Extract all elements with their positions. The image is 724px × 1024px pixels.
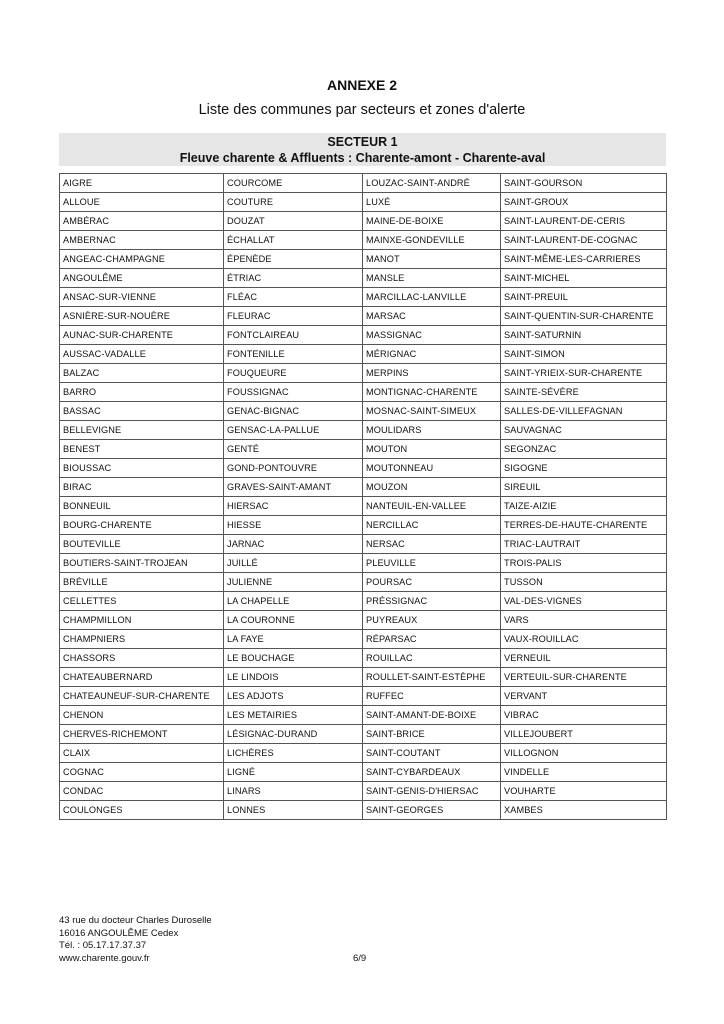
commune-cell: MARCILLAC-LANVILLE bbox=[363, 288, 501, 307]
commune-cell: BELLEVIGNE bbox=[60, 421, 224, 440]
commune-cell: LÉSIGNAC-DURAND bbox=[224, 725, 363, 744]
table-row bbox=[60, 649, 667, 668]
page-subtitle: Liste des communes par secteurs et zones d'alerte bbox=[198, 102, 526, 118]
commune-cell: ANGOULÊME bbox=[60, 269, 224, 288]
commune-cell: SAINT-GEORGES bbox=[363, 801, 501, 820]
commune-cell: AIGRE bbox=[60, 174, 224, 193]
page-number: 6/9 bbox=[353, 953, 367, 964]
commune-cell: CLAIX bbox=[60, 744, 224, 763]
table-row bbox=[60, 554, 667, 573]
commune-cell: SAINT-YRIEIX-SUR-CHARENTE bbox=[501, 364, 667, 383]
footer-website[interactable]: www.charente.gouv.fr bbox=[59, 952, 150, 964]
table-row bbox=[60, 421, 667, 440]
commune-cell: BIOUSSAC bbox=[60, 459, 224, 478]
table-row bbox=[60, 516, 667, 535]
commune-cell: BOUTEVILLE bbox=[60, 535, 224, 554]
commune-cell: COUTURE bbox=[224, 193, 363, 212]
commune-cell: ÉTRIAC bbox=[224, 269, 363, 288]
table-row bbox=[60, 535, 667, 554]
commune-cell: VERTEUIL-SUR-CHARENTE bbox=[501, 668, 667, 687]
commune-cell: HIESSE bbox=[224, 516, 363, 535]
footer-address bbox=[59, 915, 212, 965]
table-row bbox=[60, 326, 667, 345]
commune-cell: LICHÈRES bbox=[224, 744, 363, 763]
table-row bbox=[60, 250, 667, 269]
commune-cell: FONTCLAIREAU bbox=[224, 326, 363, 345]
commune-cell: PLEUVILLE bbox=[363, 554, 501, 573]
commune-cell: ALLOUE bbox=[60, 193, 224, 212]
commune-cell: GOND-PONTOUVRE bbox=[224, 459, 363, 478]
commune-cell: ANSAC-SUR-VIENNE bbox=[60, 288, 224, 307]
commune-cell: VINDELLE bbox=[501, 763, 667, 782]
commune-cell: TRIAC-LAUTRAIT bbox=[501, 535, 667, 554]
commune-cell: SAINT-CYBARDEAUX bbox=[363, 763, 501, 782]
commune-cell: LINARS bbox=[224, 782, 363, 801]
commune-cell: SAINT-PREUIL bbox=[501, 288, 667, 307]
table-row bbox=[60, 307, 667, 326]
commune-cell: MAINE-DE-BOIXE bbox=[363, 212, 501, 231]
commune-cell: BENEST bbox=[60, 440, 224, 459]
commune-cell: LOUZAC-SAINT-ANDRÉ bbox=[363, 174, 501, 193]
commune-cell: VOUHARTE bbox=[501, 782, 667, 801]
commune-cell: CHERVES-RICHEMONT bbox=[60, 725, 224, 744]
commune-cell: PRÉSSIGNAC bbox=[363, 592, 501, 611]
commune-cell: MOUTONNEAU bbox=[363, 459, 501, 478]
table-row bbox=[60, 725, 667, 744]
commune-cell: FLÉAC bbox=[224, 288, 363, 307]
commune-cell: MOSNAC-SAINT-SIMEUX bbox=[363, 402, 501, 421]
commune-cell: VERVANT bbox=[501, 687, 667, 706]
commune-cell: LA COURONNE bbox=[224, 611, 363, 630]
table-row bbox=[60, 744, 667, 763]
commune-cell: SIGOGNE bbox=[501, 459, 667, 478]
commune-cell: NERCILLAC bbox=[363, 516, 501, 535]
page-title: ANNEXE 2 bbox=[326, 77, 398, 93]
table-row bbox=[60, 592, 667, 611]
commune-cell: DOUZAT bbox=[224, 212, 363, 231]
commune-cell: LIGNÉ bbox=[224, 763, 363, 782]
commune-cell: MONTIGNAC-CHARENTE bbox=[363, 383, 501, 402]
commune-cell: BIRAC bbox=[60, 478, 224, 497]
commune-cell: LUXÉ bbox=[363, 193, 501, 212]
table-row bbox=[60, 573, 667, 592]
commune-cell: MERPINS bbox=[363, 364, 501, 383]
commune-cell: SAINT-SATURNIN bbox=[501, 326, 667, 345]
commune-cell: SAINT-MICHEL bbox=[501, 269, 667, 288]
commune-cell: BOURG-CHARENTE bbox=[60, 516, 224, 535]
commune-cell: CELLETTES bbox=[60, 592, 224, 611]
commune-cell: AMBERNAC bbox=[60, 231, 224, 250]
table-row bbox=[60, 801, 667, 820]
commune-cell: AUNAC-SUR-CHARENTE bbox=[60, 326, 224, 345]
commune-cell: JARNAC bbox=[224, 535, 363, 554]
table-row bbox=[60, 193, 667, 212]
commune-cell: BARRO bbox=[60, 383, 224, 402]
commune-cell: VAL-DES-VIGNES bbox=[501, 592, 667, 611]
commune-cell: VERNEUIL bbox=[501, 649, 667, 668]
table-row bbox=[60, 782, 667, 801]
table-row bbox=[60, 687, 667, 706]
commune-cell: SAINT-COUTANT bbox=[363, 744, 501, 763]
commune-cell: CHATEAUNEUF-SUR-CHARENTE bbox=[60, 687, 224, 706]
sector-banner bbox=[59, 133, 666, 166]
commune-cell: SAINT-LAURENT-DE-COGNAC bbox=[501, 231, 667, 250]
commune-cell: GENSAC-LA-PALLUE bbox=[224, 421, 363, 440]
commune-cell: VAUX-ROUILLAC bbox=[501, 630, 667, 649]
table-row bbox=[60, 269, 667, 288]
commune-cell: SAINTE-SÉVÈRE bbox=[501, 383, 667, 402]
commune-cell: BASSAC bbox=[60, 402, 224, 421]
commune-cell: RUFFEC bbox=[363, 687, 501, 706]
commune-cell: MASSIGNAC bbox=[363, 326, 501, 345]
commune-cell: SAINT-GROUX bbox=[501, 193, 667, 212]
commune-cell: TROIS-PALIS bbox=[501, 554, 667, 573]
commune-cell: LES METAIRIES bbox=[224, 706, 363, 725]
commune-cell: LE LINDOIS bbox=[224, 668, 363, 687]
commune-cell: CHAMPMILLON bbox=[60, 611, 224, 630]
commune-cell: HIERSAC bbox=[224, 497, 363, 516]
commune-cell: ÉCHALLAT bbox=[224, 231, 363, 250]
commune-cell: MAINXE-GONDEVILLE bbox=[363, 231, 501, 250]
commune-cell: MÉRIGNAC bbox=[363, 345, 501, 364]
commune-cell: LONNES bbox=[224, 801, 363, 820]
commune-cell: SAINT-MÊME-LES-CARRIERES bbox=[501, 250, 667, 269]
table-row bbox=[60, 231, 667, 250]
table-row bbox=[60, 668, 667, 687]
commune-cell: MARSAC bbox=[363, 307, 501, 326]
commune-cell: SAINT-AMANT-DE-BOIXE bbox=[363, 706, 501, 725]
commune-cell: BONNEUIL bbox=[60, 497, 224, 516]
commune-cell: MOUTON bbox=[363, 440, 501, 459]
commune-cell: SAINT-GOURSON bbox=[501, 174, 667, 193]
table-row bbox=[60, 440, 667, 459]
commune-cell: AMBÉRAC bbox=[60, 212, 224, 231]
commune-cell: VILLOGNON bbox=[501, 744, 667, 763]
commune-cell: ROUILLAC bbox=[363, 649, 501, 668]
table-row bbox=[60, 459, 667, 478]
table-row bbox=[60, 478, 667, 497]
table-row bbox=[60, 288, 667, 307]
commune-cell: CONDAC bbox=[60, 782, 224, 801]
commune-cell: VILLEJOUBERT bbox=[501, 725, 667, 744]
communes-table bbox=[59, 173, 667, 820]
commune-cell: BOUTIERS-SAINT-TROJEAN bbox=[60, 554, 224, 573]
commune-cell: BRÉVILLE bbox=[60, 573, 224, 592]
commune-cell: AUSSAC-VADALLE bbox=[60, 345, 224, 364]
commune-cell: JUILLÉ bbox=[224, 554, 363, 573]
commune-cell: SAINT-LAURENT-DE-CERIS bbox=[501, 212, 667, 231]
commune-cell: SIREUIL bbox=[501, 478, 667, 497]
commune-cell: CHATEAUBERNARD bbox=[60, 668, 224, 687]
commune-cell: SALLES-DE-VILLEFAGNAN bbox=[501, 402, 667, 421]
commune-cell: FOUSSIGNAC bbox=[224, 383, 363, 402]
commune-cell: SAINT-GENIS-D'HIERSAC bbox=[363, 782, 501, 801]
commune-cell: SAUVAGNAC bbox=[501, 421, 667, 440]
footer-street: 43 rue du docteur Charles Duroselle bbox=[59, 915, 212, 926]
commune-cell: SAINT-BRICE bbox=[363, 725, 501, 744]
commune-cell: XAMBES bbox=[501, 801, 667, 820]
commune-cell: FOUQUEURE bbox=[224, 364, 363, 383]
commune-cell: PUYREAUX bbox=[363, 611, 501, 630]
commune-cell: GENAC-BIGNAC bbox=[224, 402, 363, 421]
table-row bbox=[60, 345, 667, 364]
commune-cell: TAIZE-AIZIE bbox=[501, 497, 667, 516]
commune-cell: LA CHAPELLE bbox=[224, 592, 363, 611]
table-row bbox=[60, 402, 667, 421]
commune-cell: COULONGES bbox=[60, 801, 224, 820]
commune-cell: BALZAC bbox=[60, 364, 224, 383]
footer-phone: Tél. : 05.17.17.37.37 bbox=[59, 940, 147, 951]
commune-cell: LES ADJOTS bbox=[224, 687, 363, 706]
table-row bbox=[60, 763, 667, 782]
commune-cell: FLEURAC bbox=[224, 307, 363, 326]
commune-cell: SEGONZAC bbox=[501, 440, 667, 459]
table-row bbox=[60, 706, 667, 725]
table-row bbox=[60, 174, 667, 193]
commune-cell: FONTENILLE bbox=[224, 345, 363, 364]
table-row bbox=[60, 364, 667, 383]
commune-cell: CHASSORS bbox=[60, 649, 224, 668]
commune-cell: SAINT-QUENTIN-SUR-CHARENTE bbox=[501, 307, 667, 326]
commune-cell: SAINT-SIMON bbox=[501, 345, 667, 364]
table-row bbox=[60, 630, 667, 649]
commune-cell: VARS bbox=[501, 611, 667, 630]
table-row bbox=[60, 212, 667, 231]
commune-cell: CHAMPNIERS bbox=[60, 630, 224, 649]
commune-cell: NANTEUIL-EN-VALLEE bbox=[363, 497, 501, 516]
commune-cell: CHENON bbox=[60, 706, 224, 725]
commune-cell: TERRES-DE-HAUTE-CHARENTE bbox=[501, 516, 667, 535]
commune-cell: GENTÉ bbox=[224, 440, 363, 459]
table-row bbox=[60, 383, 667, 402]
commune-cell: GRAVES-SAINT-AMANT bbox=[224, 478, 363, 497]
commune-cell: ASNIÈRE-SUR-NOUÈRE bbox=[60, 307, 224, 326]
commune-cell: MANOT bbox=[363, 250, 501, 269]
commune-cell: LE BOUCHAGE bbox=[224, 649, 363, 668]
commune-cell: LA FAYE bbox=[224, 630, 363, 649]
commune-cell: MOULIDARS bbox=[363, 421, 501, 440]
commune-cell: COGNAC bbox=[60, 763, 224, 782]
communes-table-body bbox=[60, 174, 667, 820]
sector-description: Fleuve charente & Affluents : Charente-amont - Charente-aval bbox=[179, 151, 546, 165]
commune-cell: NERSAC bbox=[363, 535, 501, 554]
commune-cell: ÉPENÈDE bbox=[224, 250, 363, 269]
table-row bbox=[60, 611, 667, 630]
sector-name: SECTEUR 1 bbox=[327, 135, 398, 149]
commune-cell: VIBRAC bbox=[501, 706, 667, 725]
commune-cell: ROULLET-SAINT-ESTÈPHE bbox=[363, 668, 501, 687]
commune-cell: COURCOME bbox=[224, 174, 363, 193]
commune-cell: ANGEAC-CHAMPAGNE bbox=[60, 250, 224, 269]
commune-cell: MANSLE bbox=[363, 269, 501, 288]
commune-cell: MOUZON bbox=[363, 478, 501, 497]
commune-cell: JULIENNE bbox=[224, 573, 363, 592]
commune-cell: TUSSON bbox=[501, 573, 667, 592]
footer-city: 16016 ANGOULÊME Cedex bbox=[59, 927, 179, 939]
table-row bbox=[60, 497, 667, 516]
commune-cell: POURSAC bbox=[363, 573, 501, 592]
commune-cell: RÉPARSAC bbox=[363, 630, 501, 649]
